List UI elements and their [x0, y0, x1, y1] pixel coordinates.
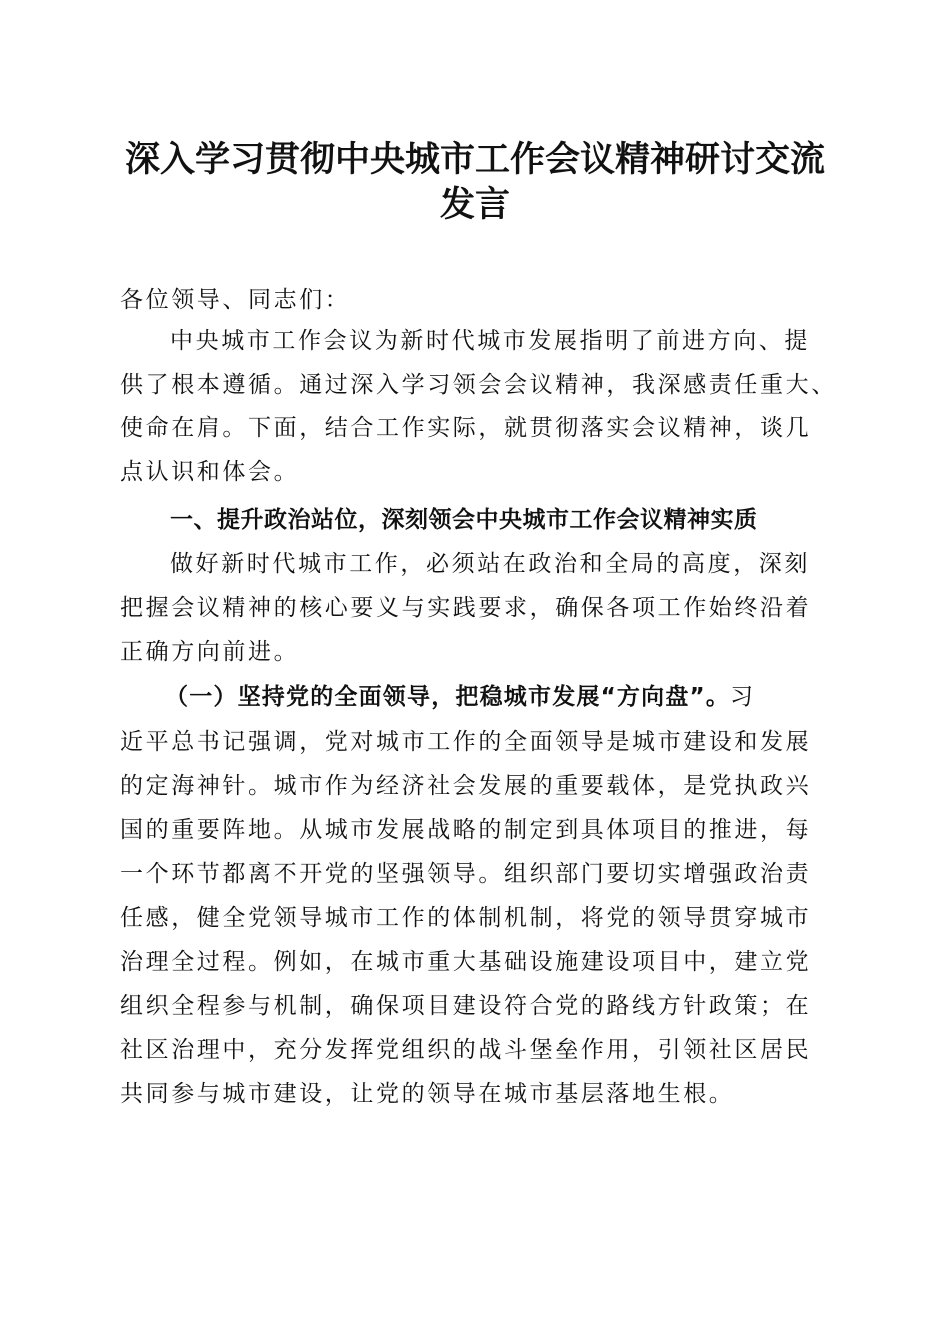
subsection-1-line: 任感，健全党领导城市工作的体制机制，将党的领导贯穿城市 [120, 905, 812, 931]
intro-line: 中央城市工作会议为新时代城市发展指明了前进方向、提 [170, 328, 810, 354]
section-1-line: 把握会议精神的核心要义与实践要求，确保各项工作始终沿着 [120, 595, 812, 621]
intro-line: 点认识和体会。 [120, 459, 300, 485]
document-title-line-2: 发言 [439, 184, 510, 225]
document-title-line-1: 深入学习贯彻中央城市工作会议精神研讨交流 [124, 139, 825, 180]
subsection-1-line: 社区治理中，充分发挥党组织的战斗堡垒作用，引领社区居民 [120, 1037, 812, 1063]
subsection-1-line: 组织全程参与机制，确保项目建设符合党的路线方针政策；在 [120, 993, 812, 1019]
section-1-line: 正确方向前进。 [120, 639, 300, 665]
subsection-1-line: 近平总书记强调，党对城市工作的全面领导是城市建设和发展 [120, 729, 812, 755]
intro-line: 使命在肩。下面，结合工作实际，就贯彻落实会议精神，谈几 [120, 415, 812, 441]
subsection-1-line: 的定海神针。城市作为经济社会发展的重要载体，是党执政兴 [120, 773, 812, 799]
subsection-1-heading-line [165, 682, 756, 712]
subsection-1-line: 国的重要阵地。从城市发展战略的制定到具体项目的推进，每 [120, 817, 812, 843]
subsection-1-line: 治理全过程。例如，在城市重大基础设施建设项目中，建立党 [120, 949, 812, 975]
subsection-1-heading: （一）坚持党的全面领导，把稳城市发展“方向盘”。 [165, 684, 731, 710]
salutation: 各位领导、同志们： [120, 287, 351, 313]
subsection-1-heading-tail: 习 [730, 684, 756, 710]
section-1-heading: 一、提升政治站位，深刻领会中央城市工作会议精神实质 [170, 507, 758, 533]
section-1-line: 做好新时代城市工作，必须站在政治和全局的高度，深刻 [170, 551, 810, 577]
intro-line: 供了根本遵循。通过深入学习领会会议精神，我深感责任重大、 [120, 372, 837, 398]
subsection-1-line: 共同参与城市建设，让党的领导在城市基层落地生根。 [120, 1081, 735, 1107]
subsection-1-line: 一个环节都离不开党的坚强领导。组织部门要切实增强政治责 [120, 861, 812, 887]
